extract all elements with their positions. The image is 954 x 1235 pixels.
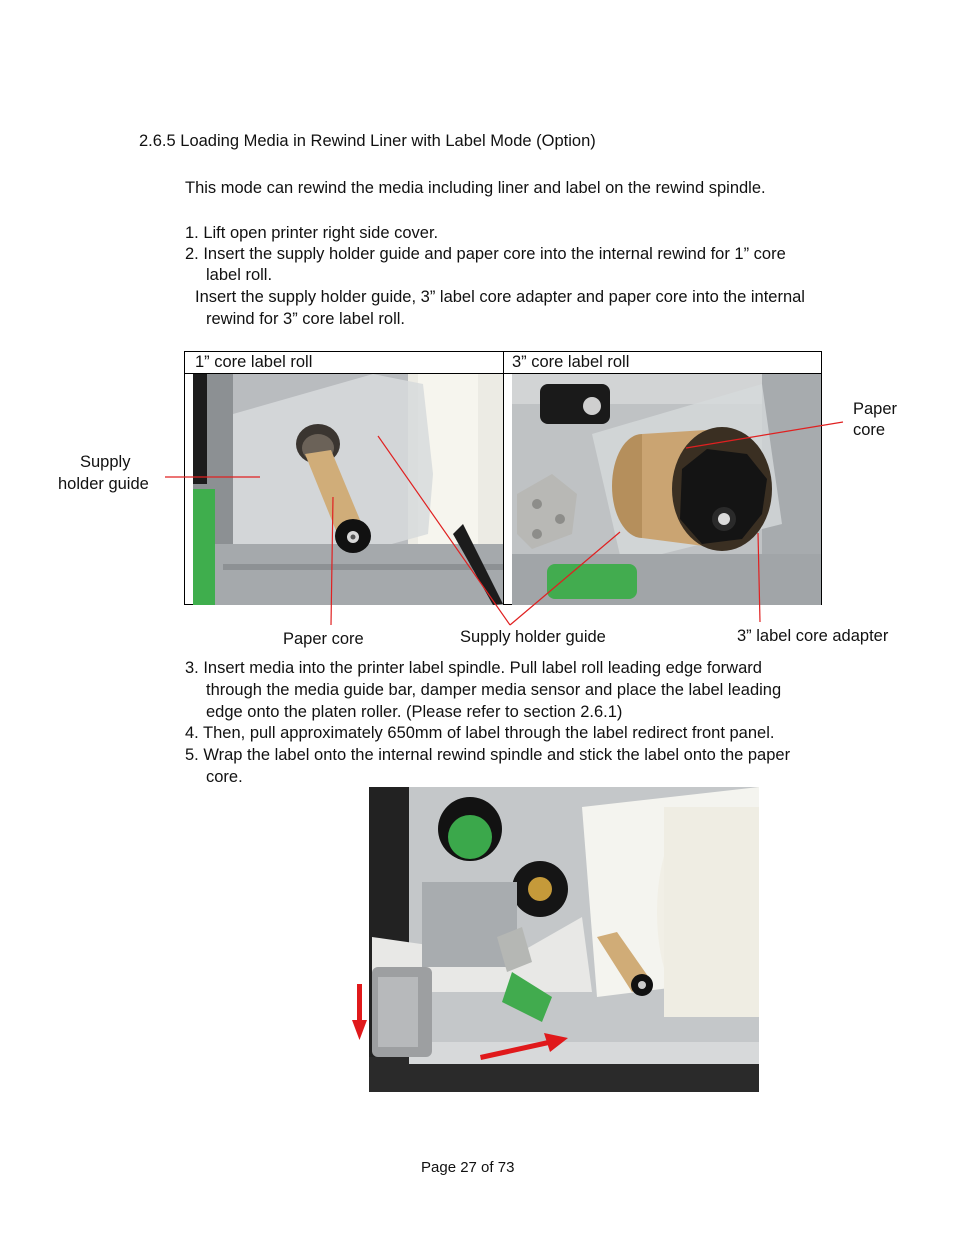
step-2-line-4: rewind for 3” core label roll. [206,310,405,328]
label-paper-core-right-1: Paper [853,400,898,418]
table-header-3in-core: 3” core label roll [512,353,630,371]
right-arrow-icon [480,1033,568,1060]
label-supply-holder-guide-left-2: holder guide [58,475,149,493]
step-3-line-2: through the media guide bar, damper media sensor and place the label leading [206,681,782,699]
label-paper-core-bottom: Paper core [283,630,364,648]
step-1: 1. Lift open printer right side cover. [185,224,439,242]
step-5-line-1: 5. Wrap the label onto the internal rewind spindle and stick the label onto the paper [185,746,791,764]
step-3-line-1: 3. Insert media into the printer label spindle. Pull label roll leading edge forward [185,659,762,677]
step-4: 4. Then, pull approximately 650mm of label through the label redirect front panel. [185,724,775,742]
page-number: Page 27 of 73 [421,1159,515,1176]
step-2-line-1: 2. Insert the supply holder guide and paper core into the internal rewind for 1” core [185,245,786,263]
table-header-1in-core: 1” core label roll [195,353,313,371]
step-2-line-2: label roll. [206,266,273,284]
down-arrow-icon [352,984,367,1040]
label-core-adapter-bottom: 3” label core adapter [737,627,889,645]
label-paper-core-right-2: core [853,421,886,439]
intro-paragraph: This mode can rewind the media including liner and label on the rewind spindle. [185,179,766,197]
step-5-line-2: core. [206,768,243,786]
step-2-line-3: Insert the supply holder guide, 3” label core adapter and paper core into the internal [195,288,805,306]
label-supply-holder-guide-bottom: Supply holder guide [460,628,606,646]
label-supply-holder-guide-left-1: Supply [80,453,131,471]
step-3-line-3: edge onto the platen roller. (Please refer to section 2.6.1) [206,703,623,721]
section-heading: 2.6.5 Loading Media in Rewind Liner with Label Mode (Option) [139,132,596,150]
